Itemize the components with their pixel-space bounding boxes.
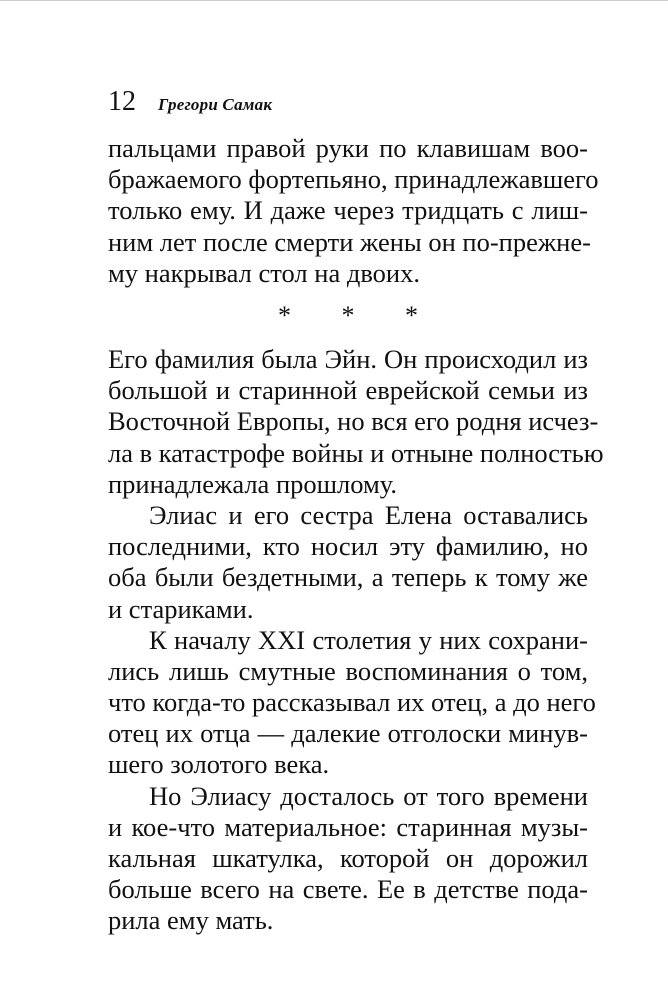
page-top-border (0, 0, 668, 1)
paragraph (108, 781, 588, 937)
text-line: пальцами правой руки по клавишам воо- (108, 133, 588, 163)
text-line: последними, кто носил эту фамилию, но (108, 531, 588, 562)
page-number: 12 (108, 86, 136, 117)
paragraph (108, 500, 588, 625)
text-line: больше всего на свете. Ее в детстве пода- (108, 874, 588, 905)
text-line: отец их отца — далекие отголоски минув- (108, 718, 588, 749)
text-line: му накрывал стол на двоих. (108, 257, 420, 288)
text-line: шего золотого века. (108, 749, 330, 780)
text-line: принадлежала прошлому. (108, 468, 397, 499)
paragraph (108, 624, 596, 781)
text-block-new-section (108, 344, 604, 937)
text-line: Восточной Европы, но вся его родня исчез- (108, 406, 599, 437)
text-line: бражаемого фортепьяно, принадлежавшего (108, 164, 599, 195)
text-line: и кое-что материальное: старинная музы- (108, 811, 588, 842)
text-line: Элиас и его сестра Елена оставались (149, 499, 588, 530)
paragraph (108, 133, 599, 289)
text-line: оба были бездетными, а теперь к тому же (108, 562, 588, 593)
text-line: лись лишь смутные воспоминания о том, (108, 655, 588, 686)
page-header (108, 84, 272, 120)
paragraph (108, 344, 604, 500)
section-separator: * * * (278, 301, 440, 330)
text-line: кальная шкатулка, которой он дорожил (108, 843, 588, 873)
text-line: К началу XXI столетия у них сохрани- (149, 624, 588, 655)
text-line: большой и старинной еврейской семьи из (108, 375, 588, 406)
text-line: Но Элиасу досталось от того времени (149, 780, 588, 811)
text-line: ним лет после смерти жены он по-прежне- (108, 226, 591, 257)
text-line: только ему. И даже через тридцать с лиш- (108, 195, 588, 226)
text-block-continuation (108, 133, 599, 289)
text-line: что когда-то рассказывал их отец, а до него (108, 687, 596, 718)
text-line: и стариками. (108, 593, 254, 624)
text-line: рила ему мать. (108, 905, 274, 936)
text-line: ла в катастрофе войны и отныне полностью (108, 437, 604, 468)
running-head-author: Грегори Самак (158, 95, 273, 114)
text-line: Его фамилия была Эйн. Он происходил из (108, 344, 588, 374)
